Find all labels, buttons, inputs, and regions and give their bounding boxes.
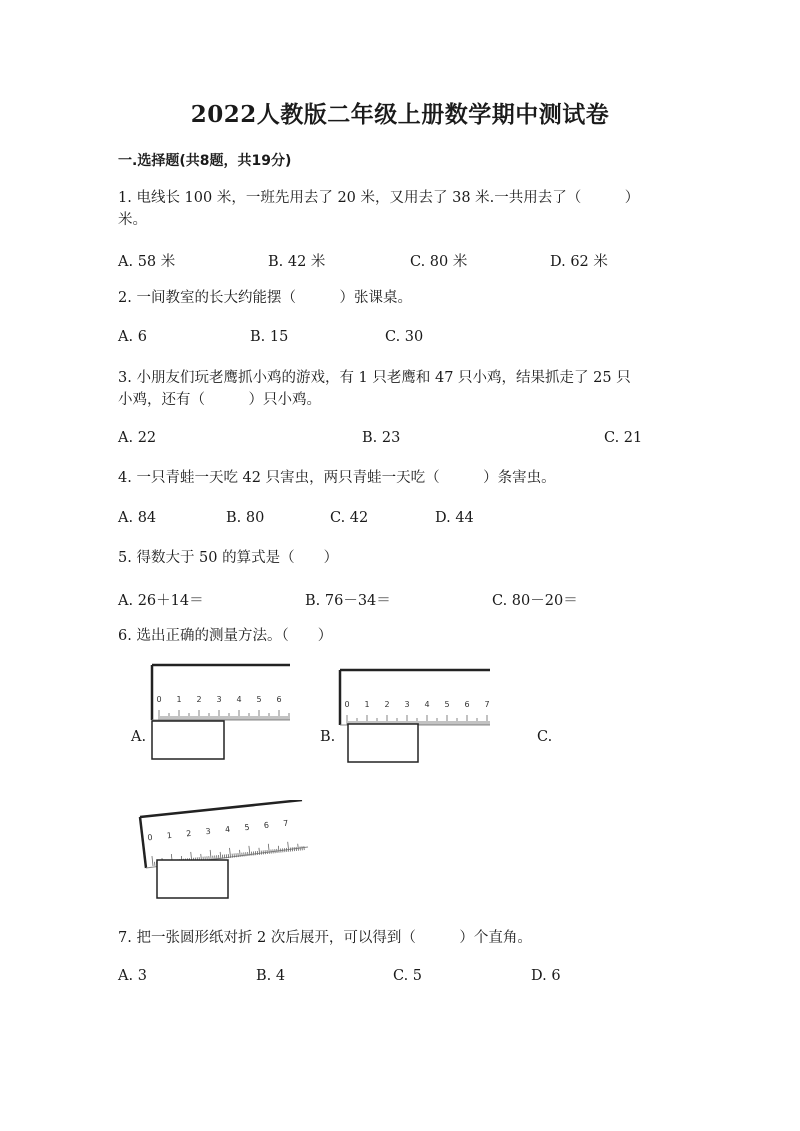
question-6-stem: 6. 选出正确的测量方法。（ ） xyxy=(118,628,333,644)
ruler-b xyxy=(340,670,490,725)
ruler-number: 6 xyxy=(263,820,270,831)
question-2-option-b[interactable]: B. 15 xyxy=(250,329,289,345)
object-rectangle-a xyxy=(152,721,224,759)
question-6-option-c[interactable]: C. xyxy=(537,729,553,745)
question-4-option-b[interactable]: B. 80 xyxy=(226,510,265,526)
ruler-a xyxy=(152,665,290,720)
question-4-option-d[interactable]: D. 44 xyxy=(435,510,474,526)
object-rectangle-b xyxy=(348,724,418,762)
ruler-number: 7 xyxy=(282,818,289,829)
question-5-option-b[interactable]: B. 76－34＝ xyxy=(305,593,391,609)
ruler-number: 1 xyxy=(166,830,173,841)
question-5-option-c[interactable]: C. 80－20＝ xyxy=(492,593,578,609)
question-7-option-a[interactable]: A. 3 xyxy=(118,968,147,984)
ruler-number: 2 xyxy=(196,695,202,704)
question-6-option-a[interactable]: A. xyxy=(131,729,147,745)
question-1-option-a[interactable]: A. 58 米 xyxy=(118,254,176,270)
ruler-number: 5 xyxy=(256,695,262,704)
question-4-option-a[interactable]: A. 84 xyxy=(118,510,157,526)
ruler-tick xyxy=(152,856,153,866)
question-5-stem: 5. 得数大于 50 的算式是（ ） xyxy=(118,550,339,566)
ruler-number: 4 xyxy=(236,695,242,704)
ruler-tick xyxy=(210,850,211,860)
question-1-option-d[interactable]: D. 62 米 xyxy=(550,254,608,270)
ruler-tick xyxy=(298,844,299,851)
question-5-option-a[interactable]: A. 26＋14＝ xyxy=(118,593,204,609)
ruler-number: 7 xyxy=(484,700,490,709)
ruler-number: 0 xyxy=(156,695,162,704)
ruler-number: 3 xyxy=(216,695,222,704)
question-7-option-c[interactable]: C. 5 xyxy=(393,968,423,984)
ruler-number: 2 xyxy=(185,828,192,839)
question-4-stem: 4. 一只青蛙一天吃 42 只害虫，两只青蛙一天吃（ ）条害虫。 xyxy=(118,470,556,486)
question-4-option-c[interactable]: C. 42 xyxy=(330,510,369,526)
ruler-c xyxy=(140,800,308,868)
ruler-figure-c xyxy=(130,800,320,910)
ruler-tick xyxy=(230,848,231,858)
question-7-option-d[interactable]: D. 6 xyxy=(531,968,561,984)
ruler-number: 5 xyxy=(444,700,450,709)
question-1-stem-line-1: 1. 电线长 100 米，一班先用去了 20 米，又用去了 38 米.一共用去了（ ） xyxy=(118,190,640,206)
section-heading: 一.选择题(共8题，共19分) xyxy=(118,153,292,169)
question-3-option-b[interactable]: B. 23 xyxy=(362,430,401,446)
question-1-option-b[interactable]: B. 42 米 xyxy=(268,254,326,270)
question-2-option-c[interactable]: C. 30 xyxy=(385,329,424,345)
question-7-stem: 7. 把一张圆形纸对折 2 次后展开，可以得到（ ）个直角。 xyxy=(118,930,532,946)
ruler-number: 3 xyxy=(205,826,212,837)
ruler-number: 0 xyxy=(147,832,154,843)
ruler-figure-b xyxy=(330,667,495,767)
question-3-option-a[interactable]: A. 22 xyxy=(118,430,157,446)
ruler-number: 6 xyxy=(464,700,470,709)
ruler-number: 0 xyxy=(344,700,350,709)
ruler-figure-a xyxy=(140,660,300,765)
question-3-option-c[interactable]: C. 21 xyxy=(604,430,643,446)
ruler-number: 1 xyxy=(176,695,182,704)
question-1-option-c[interactable]: C. 80 米 xyxy=(410,254,468,270)
ruler-number: 4 xyxy=(424,700,430,709)
ruler-number: 4 xyxy=(224,824,231,835)
page-title: 2022人教版二年级上册数学期中测试卷 xyxy=(190,101,610,128)
ruler-number: 3 xyxy=(404,700,410,709)
question-2-option-a[interactable]: A. 6 xyxy=(118,329,147,345)
question-2-stem: 2. 一间教室的长大约能摆（ ）张课桌。 xyxy=(118,290,412,306)
ruler-tick xyxy=(288,842,289,852)
question-3-stem-line-1: 3. 小朋友们玩老鹰抓小鸡的游戏，有 1 只老鹰和 47 只小鸡，结果抓走了 25 只 xyxy=(118,370,631,386)
question-6-option-b[interactable]: B. xyxy=(320,729,336,745)
question-1-stem-line-2: 米。 xyxy=(118,212,147,228)
object-rectangle-c xyxy=(157,860,228,898)
question-7-option-b[interactable]: B. 4 xyxy=(256,968,286,984)
ruler-number: 6 xyxy=(276,695,282,704)
ruler-tick xyxy=(220,852,221,859)
ruler-number: 1 xyxy=(364,700,370,709)
ruler-tick xyxy=(278,846,279,853)
ruler-number: 2 xyxy=(384,700,390,709)
ruler-number: 5 xyxy=(243,822,250,833)
question-3-stem-line-2: 小鸡，还有（ ）只小鸡。 xyxy=(118,392,321,408)
